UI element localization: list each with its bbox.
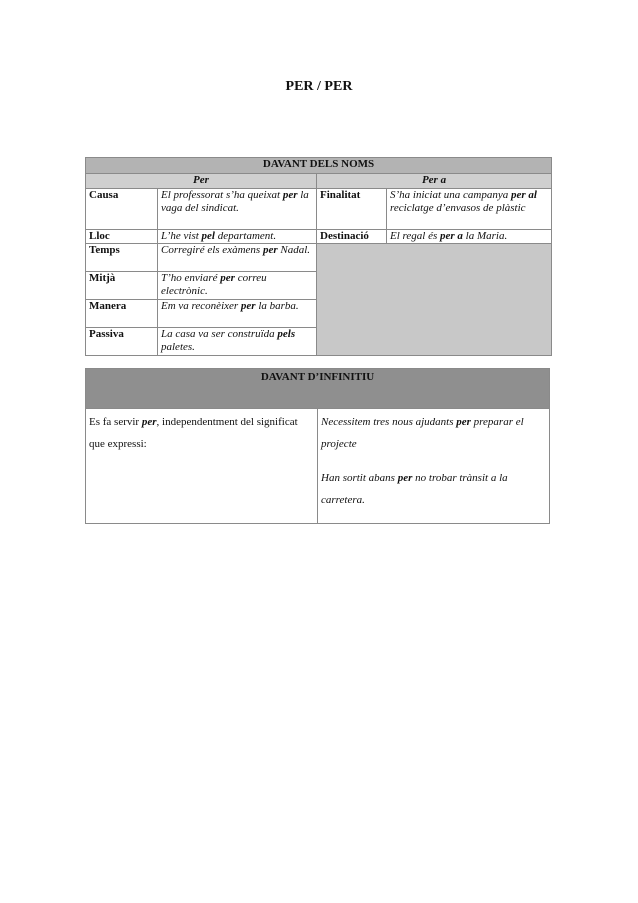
infinitiu-explanation: Es fa servir per, independentment del significat que expressi: [86,409,318,524]
infinitiu-examples [318,409,550,524]
table-row [86,230,552,244]
example-sentence: Han sortit abans per no trobar trànsit a la carretera. [321,472,508,506]
page-title: PER / PER [285,79,353,94]
row-example: S’ha iniciat una campanya per al reciclatge d’envasos de plàstic [387,189,552,230]
row-label: Finalitat [317,189,387,230]
row-example: El professorat s’ha queixat per la vaga del sindicat. [158,189,317,230]
row-label: Causa [86,189,158,230]
row-example: Corregiré els exàmens per Nadal. [158,244,317,272]
table-row [86,244,552,272]
davant-infinitiu-table [85,368,550,524]
row-label: Destinació [317,230,387,244]
example-sentence: Necessitem tres nous ajudants per preparar el projecte [321,416,524,450]
row-example: T’ho enviaré per correu electrònic. [158,272,317,300]
pera-header: Per a [317,174,552,189]
row-example: El regal és per a la Maria. [387,230,552,244]
empty-gray-area [317,244,552,356]
table-row [86,189,552,230]
row-example: Em va reconèixer per la barba. [158,300,317,328]
row-label: Temps [86,244,158,272]
noms-header: DAVANT DELS NOMS [86,158,552,174]
row-label: Mitjà [86,272,158,300]
infinitiu-header: DAVANT D’INFINITIU [86,369,550,409]
row-label: Passiva [86,328,158,356]
row-example: La casa va ser construïda pels paletes. [158,328,317,356]
davant-dels-noms-table [85,157,552,356]
per-header: Per [86,174,317,189]
row-label: Lloc [86,230,158,244]
row-example: L’he vist pel departament. [158,230,317,244]
row-label: Manera [86,300,158,328]
